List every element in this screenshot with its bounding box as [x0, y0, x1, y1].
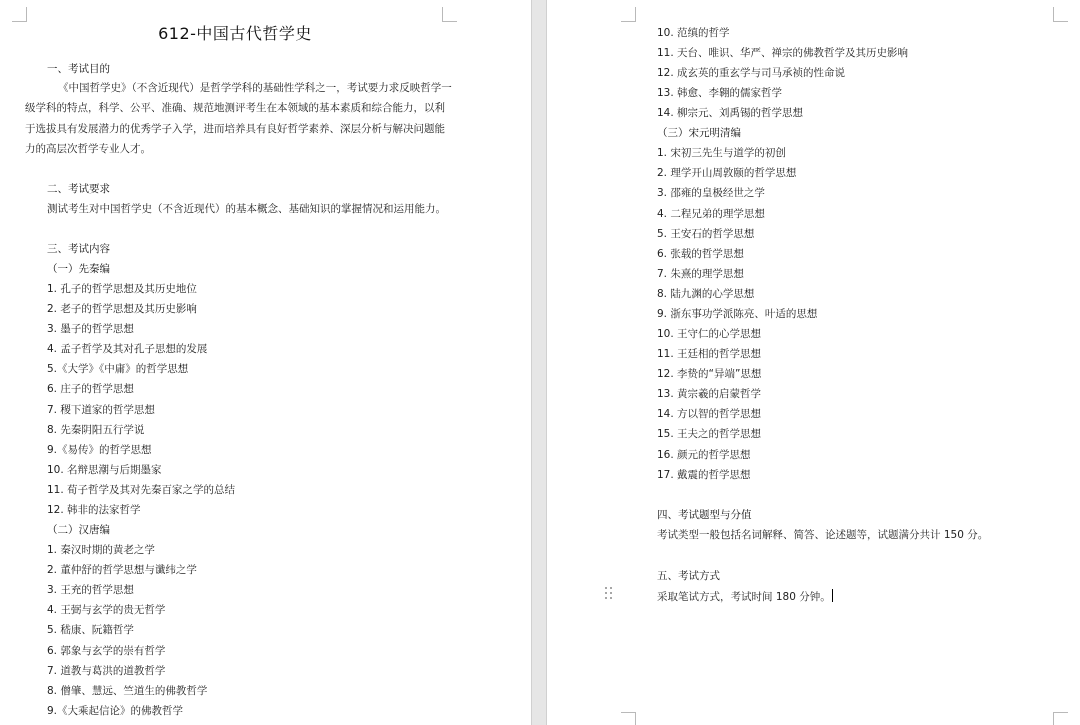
list-item: 5.《大学》《中庸》的哲学思想 — [47, 363, 189, 375]
list-item: 1. 秦汉时期的黄老之学 — [47, 544, 155, 556]
page-corner-mark — [442, 7, 457, 22]
page-corner-mark — [621, 7, 636, 22]
list-item: 7. 稷下道家的哲学思想 — [47, 404, 155, 416]
section-heading-question-types: 四、考试题型与分值 — [657, 509, 752, 521]
page-corner-mark — [621, 712, 636, 725]
paragraph-text: 采取笔试方式，考试时间 180 分钟。 — [657, 591, 831, 603]
list-item: 3. 王充的哲学思想 — [47, 584, 134, 596]
section-heading-content: 三、考试内容 — [47, 243, 110, 255]
document-page-left — [0, 0, 531, 725]
list-item: 13. 韩愈、李翱的儒家哲学 — [657, 87, 783, 99]
subsection-heading-pre-qin: （一）先秦编 — [47, 263, 110, 275]
document-title: 612-中国古代哲学史 — [158, 24, 312, 43]
list-item: 6. 郭象与玄学的崇有哲学 — [47, 645, 166, 657]
list-item: 9. 浙东事功学派陈亮、叶适的思想 — [657, 308, 818, 320]
list-item: 3. 墨子的哲学思想 — [47, 323, 134, 335]
drag-handle-icon[interactable] — [605, 587, 613, 601]
page-gutter — [531, 0, 547, 725]
list-item: 2. 董仲舒的哲学思想与谶纬之学 — [47, 564, 197, 576]
list-item: 7. 朱熹的理学思想 — [657, 268, 744, 280]
paragraph-line: 于选拔具有发展潜力的优秀学子入学，进而培养具有良好哲学素养、深层分析与解决问题能 — [25, 123, 445, 135]
list-item: 3. 邵雍的皇极经世之学 — [657, 187, 765, 199]
paragraph-line: 级学科的特点，科学、公平、准确、规范地测评考生在本领域的基本素质和综合能力，以利 — [25, 102, 445, 114]
list-item: 12. 李贽的“异端”思想 — [657, 368, 762, 380]
list-item: 11. 王廷相的哲学思想 — [657, 348, 762, 360]
list-item: 8. 陆九渊的心学思想 — [657, 288, 755, 300]
page-corner-mark — [12, 7, 27, 22]
paragraph-line: 测试考生对中国哲学史（不含近现代）的基本概念、基础知识的掌握情况和运用能力。 — [47, 203, 446, 215]
list-item: 5. 王安石的哲学思想 — [657, 228, 755, 240]
list-item: 4. 孟子哲学及其对孔子思想的发展 — [47, 343, 208, 355]
page-corner-mark — [1053, 712, 1068, 725]
subsection-heading-han-tang: （二）汉唐编 — [47, 524, 110, 536]
list-item: 5. 嵇康、阮籍哲学 — [47, 624, 134, 636]
list-item: 11. 天台、唯识、华严、禅宗的佛教哲学及其历史影响 — [657, 47, 909, 59]
list-item: 2. 理学开山周敦颐的哲学思想 — [657, 167, 797, 179]
list-item: 2. 老子的哲学思想及其历史影响 — [47, 303, 197, 315]
page-corner-mark — [1053, 7, 1068, 22]
paragraph-line: 力的高层次哲学专业人才。 — [25, 143, 151, 155]
list-item: 1. 宋初三先生与道学的初创 — [657, 147, 786, 159]
list-item: 12. 成玄英的重玄学与司马承祯的性命说 — [657, 67, 846, 79]
section-heading-exam-method: 五、考试方式 — [657, 570, 720, 582]
list-item: 4. 王弼与玄学的贵无哲学 — [47, 604, 166, 616]
list-item: 9.《易传》的哲学思想 — [47, 444, 152, 456]
list-item: 17. 戴震的哲学思想 — [657, 469, 751, 481]
list-item: 12. 韩非的法家哲学 — [47, 504, 141, 516]
list-item: 6. 庄子的哲学思想 — [47, 383, 134, 395]
list-item: 14. 柳宗元、刘禹锡的哲学思想 — [657, 107, 804, 119]
list-item: 6. 张载的哲学思想 — [657, 248, 744, 260]
document-page-right — [547, 0, 1080, 725]
text-cursor — [832, 589, 833, 602]
list-item: 11. 荀子哲学及其对先秦百家之学的总结 — [47, 484, 236, 496]
list-item: 1. 孔子的哲学思想及其历史地位 — [47, 283, 197, 295]
paragraph-line: 《中国哲学史》（不含近现代）是哲学学科的基础性学科之一，考试要力求反映哲学一 — [58, 82, 452, 94]
list-item: 7. 道教与葛洪的道教哲学 — [47, 665, 166, 677]
paragraph-line: 考试类型一般包括名词解释、简答、论述题等，试题满分共计 150 分。 — [657, 529, 989, 541]
list-item: 10. 王守仁的心学思想 — [657, 328, 762, 340]
paragraph-line-with-cursor[interactable] — [657, 589, 833, 604]
section-heading-purpose: 一、考试目的 — [47, 63, 110, 75]
list-item: 13. 黄宗羲的启蒙哲学 — [657, 388, 762, 400]
subsection-heading-song-yuan-ming-qing: （三）宋元明清编 — [657, 127, 741, 139]
list-item: 15. 王夫之的哲学思想 — [657, 428, 762, 440]
list-item: 10. 范缜的哲学 — [657, 27, 730, 39]
list-item: 9.《大乘起信论》的佛教哲学 — [47, 705, 184, 717]
list-item: 8. 先秦阴阳五行学说 — [47, 424, 145, 436]
list-item: 14. 方以智的哲学思想 — [657, 408, 762, 420]
list-item: 16. 颜元的哲学思想 — [657, 449, 751, 461]
section-heading-requirements: 二、考试要求 — [47, 183, 110, 195]
list-item: 4. 二程兄弟的理学思想 — [657, 208, 765, 220]
list-item: 8. 僧肇、慧远、竺道生的佛教哲学 — [47, 685, 208, 697]
list-item: 10. 名辩思潮与后期墨家 — [47, 464, 162, 476]
